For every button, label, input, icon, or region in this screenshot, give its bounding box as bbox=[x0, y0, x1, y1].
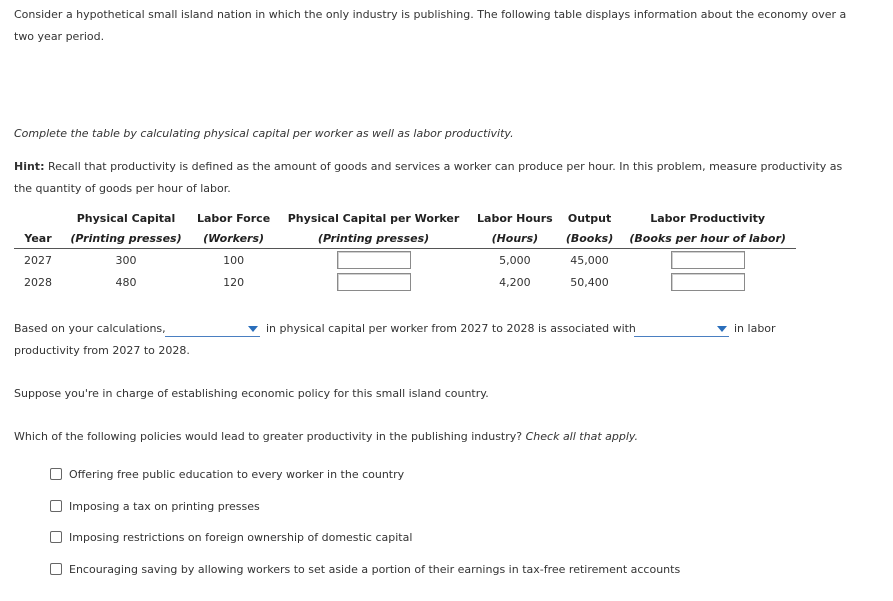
capital-per-worker-input-2027[interactable] bbox=[337, 251, 411, 269]
question-instruction: Check all that apply. bbox=[525, 430, 639, 443]
year-cell: 2027 bbox=[24, 253, 52, 267]
sentence-part-3: in labor bbox=[734, 322, 776, 335]
header-capital-per-worker: Physical Capital per Worker bbox=[287, 211, 460, 225]
header-year-top bbox=[14, 208, 62, 228]
sentence-part-2: in physical capital per worker from 2027 to 2028 is associated with bbox=[266, 322, 636, 335]
option-label: Encouraging saving by allowing workers to set aside a portion of their earnings in tax-free retirement accounts bbox=[69, 563, 681, 576]
capital-per-worker-input-2028[interactable] bbox=[337, 273, 411, 291]
subheader-hours: (Hours) bbox=[470, 228, 560, 249]
instruction-text: Complete the table by calculating physical capital per worker as well as labor productivity. bbox=[14, 127, 514, 140]
chevron-down-icon bbox=[248, 326, 258, 332]
checkbox-icon[interactable] bbox=[50, 531, 62, 543]
year-cell: 2028 bbox=[24, 275, 52, 289]
intro-paragraph bbox=[14, 4, 874, 48]
subheader-books-per-hour: (Books per hour of labor) bbox=[619, 228, 796, 249]
header-output: Output bbox=[567, 211, 612, 225]
policy-intro: Suppose you're in charge of establishing economic policy for this small island country. bbox=[14, 387, 489, 400]
table-row bbox=[14, 249, 796, 272]
capital-per-worker-cell bbox=[277, 249, 470, 272]
option-foreign-ownership-restrictions[interactable] bbox=[50, 530, 412, 546]
header-labor-force: Labor Force bbox=[197, 211, 271, 225]
option-free-education[interactable] bbox=[50, 467, 404, 483]
output-cell: 45,000 bbox=[570, 253, 609, 267]
chevron-down-icon bbox=[717, 326, 727, 332]
table-header-row bbox=[14, 208, 796, 228]
table-subheader-row bbox=[14, 228, 796, 249]
productivity-cell bbox=[619, 249, 796, 272]
productivity-input-2028[interactable] bbox=[671, 273, 745, 291]
subheader-books: (Books) bbox=[560, 228, 620, 249]
intro-line-1: Consider a hypothetical small island nation in which the only industry is publishing. The following table displays information about the economy over a bbox=[14, 8, 847, 21]
table-row bbox=[14, 271, 796, 293]
option-tax-printing-presses[interactable] bbox=[50, 499, 260, 515]
header-labor-productivity: Labor Productivity bbox=[650, 211, 766, 225]
change-dropdown-2[interactable] bbox=[634, 322, 729, 337]
productivity-cell bbox=[619, 271, 796, 293]
sentence-part-1: Based on your calculations, bbox=[14, 322, 166, 335]
sentence-part-4: productivity from 2027 to 2028. bbox=[14, 344, 190, 357]
header-labor-hours: Labor Hours bbox=[477, 211, 553, 225]
hint-line-2: the quantity of goods per hour of labor. bbox=[14, 182, 231, 195]
header-year: Year bbox=[14, 228, 62, 249]
hint-paragraph bbox=[14, 156, 874, 200]
checkbox-icon[interactable] bbox=[50, 563, 62, 575]
subheader-printing-presses-per-worker: (Printing presses) bbox=[277, 228, 470, 249]
checkbox-icon[interactable] bbox=[50, 468, 62, 480]
option-label: Imposing restrictions on foreign ownership of domestic capital bbox=[69, 531, 413, 544]
change-dropdown-1[interactable] bbox=[165, 322, 260, 337]
economy-table bbox=[14, 208, 796, 293]
checkbox-icon[interactable] bbox=[50, 500, 62, 512]
labor-force-cell: 100 bbox=[223, 253, 245, 267]
header-physical-capital: Physical Capital bbox=[76, 211, 176, 225]
hint-label: Hint: bbox=[14, 160, 45, 173]
capital-cell: 480 bbox=[115, 275, 137, 289]
labor-force-cell: 120 bbox=[223, 275, 245, 289]
option-label: Imposing a tax on printing presses bbox=[69, 500, 260, 513]
subheader-workers: (Workers) bbox=[190, 228, 277, 249]
labor-hours-cell: 4,200 bbox=[499, 275, 531, 289]
intro-line-2: two year period. bbox=[14, 30, 105, 43]
productivity-input-2027[interactable] bbox=[671, 251, 745, 269]
output-cell: 50,400 bbox=[570, 275, 609, 289]
hint-line-1: Recall that productivity is defined as the amount of goods and services a worker can produce per hour. In this problem, measure productivity as bbox=[44, 160, 843, 173]
policy-question bbox=[14, 429, 638, 445]
question-text: Which of the following policies would lead to greater productivity in the publishing industry? bbox=[14, 430, 523, 443]
subheader-printing-presses: (Printing presses) bbox=[62, 228, 190, 249]
labor-hours-cell: 5,000 bbox=[499, 253, 531, 267]
option-encourage-saving[interactable] bbox=[50, 562, 680, 578]
capital-cell: 300 bbox=[115, 253, 137, 267]
option-label: Offering free public education to every worker in the country bbox=[69, 468, 405, 481]
capital-per-worker-cell bbox=[277, 271, 470, 293]
